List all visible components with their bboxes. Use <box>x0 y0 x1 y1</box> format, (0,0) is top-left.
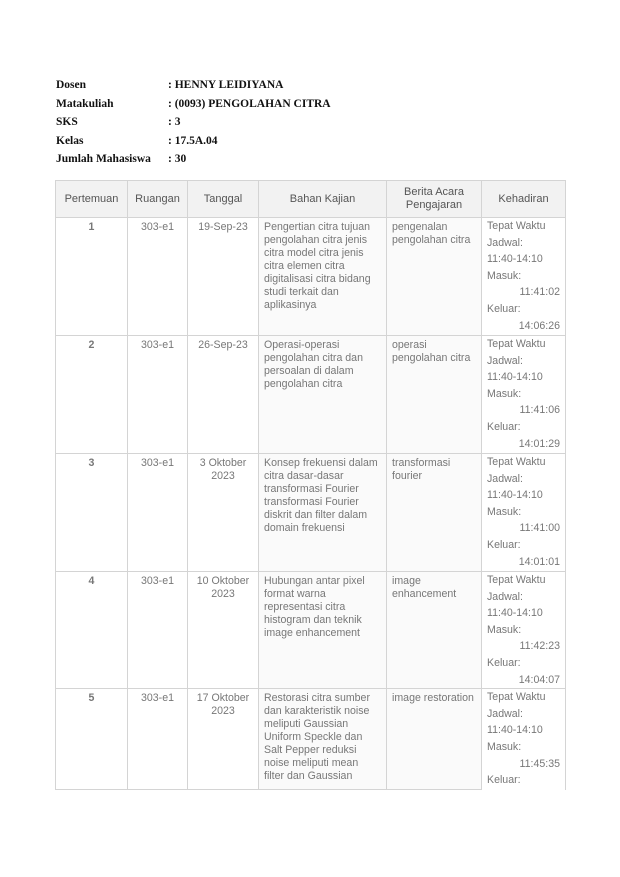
table-row <box>56 572 566 689</box>
jadwal-value: 11:40-14:10 <box>487 371 543 384</box>
masuk-value: 11:41:06 <box>519 404 560 417</box>
header-berita-acara: Berita Acara Pengajaran <box>387 181 482 218</box>
masuk-label: Masuk: <box>487 505 522 518</box>
cell-tanggal: 19-Sep-23 <box>188 218 259 336</box>
table-row <box>56 336 566 454</box>
info-value: : HENNY LEIDIYANA <box>168 79 284 91</box>
keluar-value: 14:01:01 <box>518 555 560 568</box>
jadwal-label: Jadwal: <box>487 590 523 603</box>
table-row <box>56 218 566 336</box>
cell-tanggal: 3 Oktober 2023 <box>188 454 259 572</box>
masuk-label: Masuk: <box>487 623 522 636</box>
keluar-label: Keluar: <box>487 774 521 787</box>
info-value: : 3 <box>168 116 181 129</box>
cell-pertemuan: 5 <box>56 689 128 790</box>
jadwal-label: Jadwal: <box>487 354 523 367</box>
cell-berita-acara: image enhancement <box>387 572 482 689</box>
info-value: : 17.5A.04 <box>168 134 218 147</box>
keluar-label: Keluar: <box>487 656 521 669</box>
cell-berita-acara: pengenalan pengolahan citra <box>387 218 482 336</box>
cell-pertemuan: 4 <box>56 572 128 689</box>
keluar-value: 14:06:26 <box>518 319 560 332</box>
attendance-status: Tepat Waktu <box>487 220 546 232</box>
cell-bahan-kajian: Pengertian citra tujuan pengolahan citra jenis citra model citra jenis citra elemen citra digitalisasi citra bidang studi terkait dan aplikasinya <box>259 218 387 336</box>
info-value: : 30 <box>168 153 187 166</box>
attendance-status: Tepat Waktu <box>487 338 546 350</box>
jadwal-label: Jadwal: <box>487 707 523 720</box>
cell-pertemuan: 1 <box>56 218 128 336</box>
cell-tanggal: 17 Oktober 2023 <box>188 689 259 790</box>
info-label: Jumlah Mahasiswa <box>56 153 151 166</box>
jadwal-label: Jadwal: <box>487 472 523 485</box>
jadwal-label: Jadwal: <box>487 236 523 249</box>
cell-ruangan: 303-e1 <box>128 572 188 689</box>
info-row-matakuliah <box>56 95 331 114</box>
keluar-label: Keluar: <box>487 420 521 433</box>
info-label: Kelas <box>56 134 84 147</box>
keluar-label: Keluar: <box>487 302 521 315</box>
keluar-value: 14:04:07 <box>518 673 560 686</box>
masuk-label: Masuk: <box>487 387 522 400</box>
info-row-dosen <box>56 76 331 95</box>
table-header-row <box>56 181 566 218</box>
info-label: Matakuliah <box>56 97 114 110</box>
cell-bahan-kajian: Konsep frekuensi dalam citra dasar-dasar transformasi Fourier transformasi Fourier diskrit dan filter dalam domain frekuensi <box>259 454 387 572</box>
keluar-value: 14:01:29 <box>518 437 560 450</box>
cell-ruangan: 303-e1 <box>128 454 188 572</box>
jadwal-value: 11:40-14:10 <box>487 607 543 620</box>
masuk-value: 11:45:35 <box>519 757 560 770</box>
cell-ruangan: 303-e1 <box>128 218 188 336</box>
cell-berita-acara: transformasi fourier <box>387 454 482 572</box>
masuk-value: 11:41:02 <box>519 286 560 299</box>
masuk-value: 11:42:23 <box>519 640 560 653</box>
table-row <box>56 454 566 572</box>
cell-tanggal: 10 Oktober 2023 <box>188 572 259 689</box>
info-label: Dosen <box>56 79 87 91</box>
cell-berita-acara: operasi pengolahan citra <box>387 336 482 454</box>
cell-kehadiran <box>482 572 566 689</box>
header-tanggal: Tanggal <box>188 181 259 218</box>
attendance-status: Tepat Waktu <box>487 456 546 468</box>
masuk-label: Masuk: <box>487 740 522 753</box>
attendance-table <box>55 180 566 790</box>
cell-bahan-kajian: Hubungan antar pixel format warna representasi citra histogram dan teknik image enhancement <box>259 572 387 689</box>
header-bahan-kajian: Bahan Kajian <box>259 181 387 218</box>
header-ruangan: Ruangan <box>128 181 188 218</box>
cell-ruangan: 303-e1 <box>128 336 188 454</box>
table-row <box>56 689 566 790</box>
cell-bahan-kajian: Operasi-operasi pengolahan citra dan persoalan di dalam pengolahan citra <box>259 336 387 454</box>
course-info <box>56 76 331 169</box>
cell-kehadiran <box>482 218 566 336</box>
cell-tanggal: 26-Sep-23 <box>188 336 259 454</box>
header-kehadiran: Kehadiran <box>482 181 566 218</box>
header-pertemuan: Pertemuan <box>56 181 128 218</box>
info-row-kelas <box>56 132 331 151</box>
cell-ruangan: 303-e1 <box>128 689 188 790</box>
attendance-status: Tepat Waktu <box>487 574 546 586</box>
cell-bahan-kajian: Restorasi citra sumber dan karakteristik noise meliputi Gaussian Uniform Speckle dan Salt Pepper reduksi noise meliputi mean filter dan Gaussian <box>259 689 387 790</box>
info-value: : (0093) PENGOLAHAN CITRA <box>168 97 331 110</box>
info-label: SKS <box>56 116 78 129</box>
cell-kehadiran <box>482 454 566 572</box>
info-row-jumlah-mahasiswa <box>56 150 331 169</box>
keluar-label: Keluar: <box>487 538 521 551</box>
cell-kehadiran <box>482 336 566 454</box>
jadwal-value: 11:40-14:10 <box>487 724 543 737</box>
jadwal-value: 11:40-14:10 <box>487 489 543 502</box>
masuk-value: 11:41:00 <box>519 522 560 535</box>
jadwal-value: 11:40-14:10 <box>487 253 543 266</box>
attendance-status: Tepat Waktu <box>487 691 546 704</box>
masuk-label: Masuk: <box>487 269 522 282</box>
cell-pertemuan: 3 <box>56 454 128 572</box>
cell-pertemuan: 2 <box>56 336 128 454</box>
info-row-sks <box>56 113 331 132</box>
cell-berita-acara: image restoration <box>387 689 482 790</box>
cell-kehadiran <box>482 689 566 790</box>
